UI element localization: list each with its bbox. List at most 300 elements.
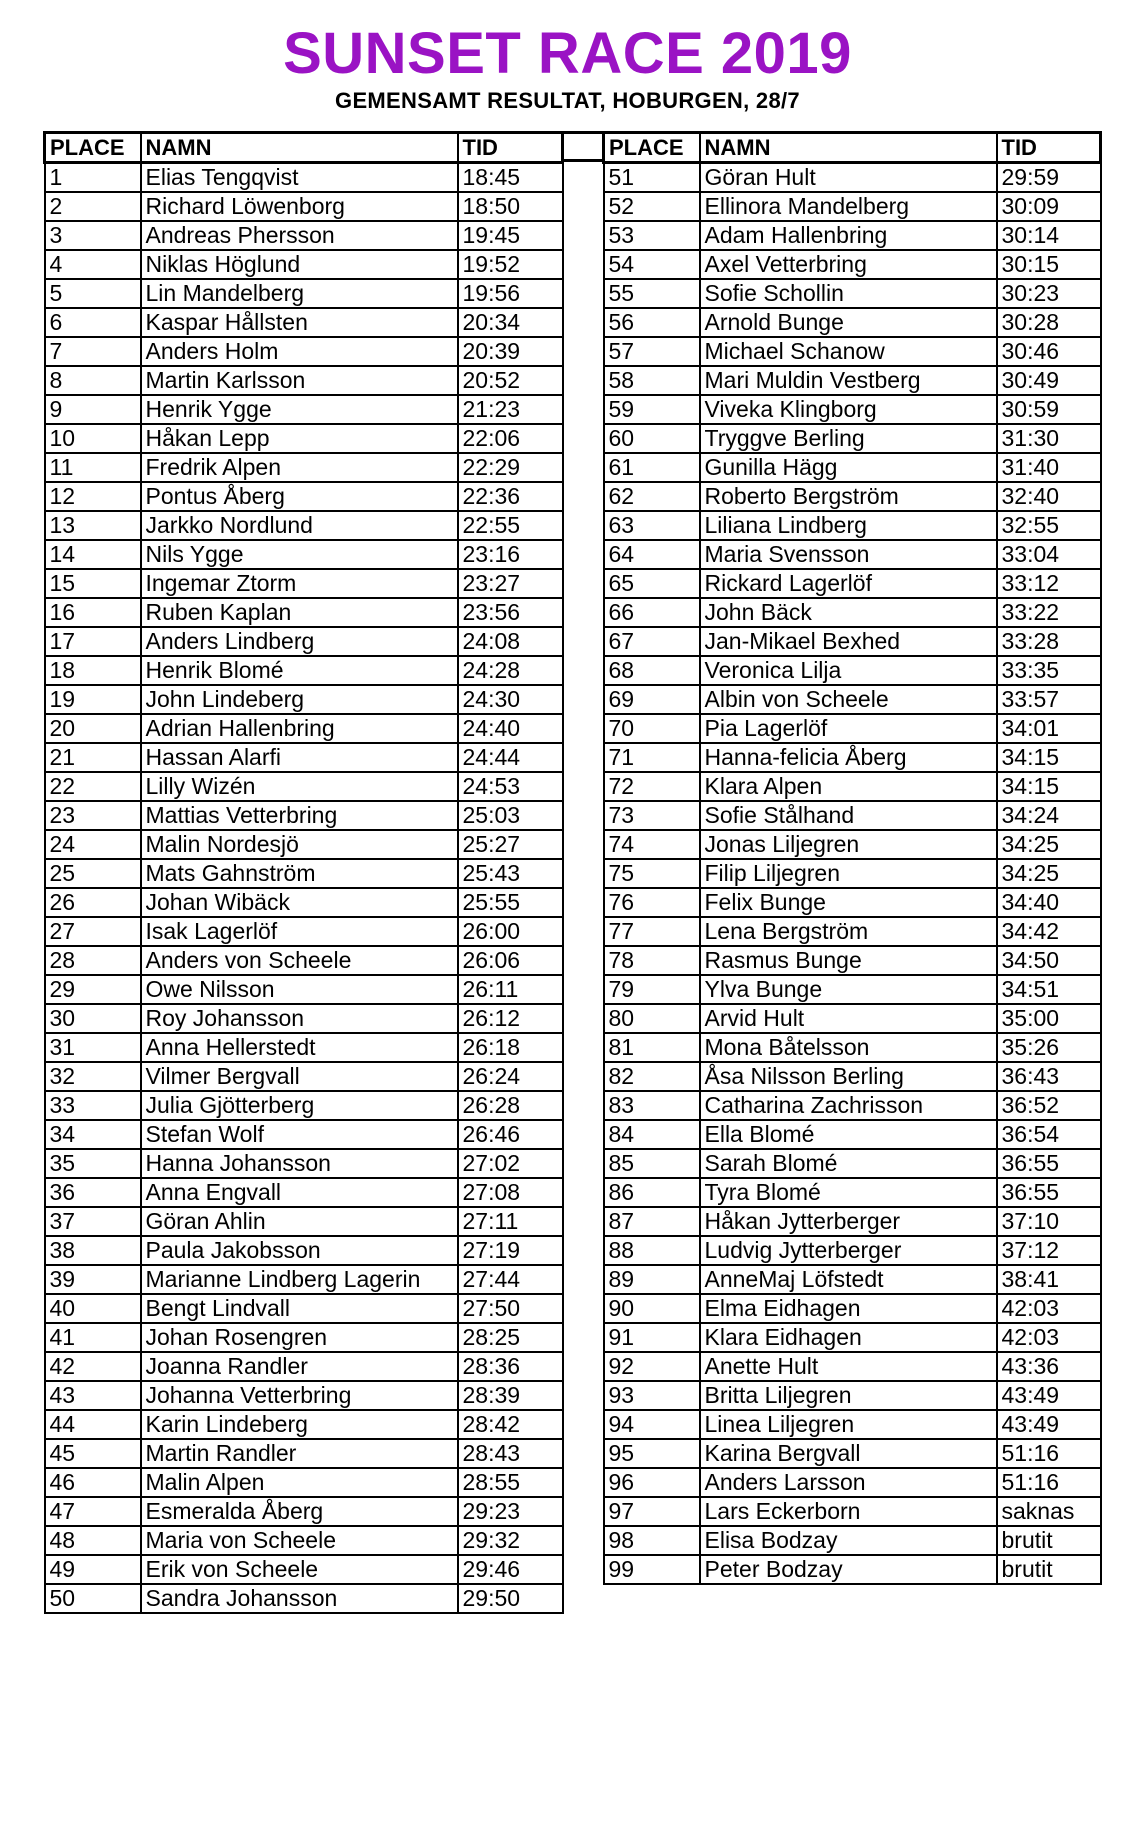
time-cell: 43:49	[997, 1410, 1101, 1439]
table-row	[604, 1004, 1101, 1033]
place-cell: 59	[604, 395, 700, 424]
name-cell: Rasmus Bunge	[700, 946, 997, 975]
name-cell: Elisa Bodzay	[700, 1526, 997, 1555]
place-cell: 62	[604, 482, 700, 511]
time-cell: 38:41	[997, 1265, 1101, 1294]
table-row	[45, 1468, 563, 1497]
name-cell: Anette Hult	[700, 1352, 997, 1381]
place-cell: 5	[45, 279, 141, 308]
name-cell: Adrian Hallenbring	[141, 714, 458, 743]
name-cell: Åsa Nilsson Berling	[700, 1062, 997, 1091]
time-cell: 25:43	[458, 859, 563, 888]
table-row	[45, 1352, 563, 1381]
place-cell: 91	[604, 1323, 700, 1352]
place-cell: 64	[604, 540, 700, 569]
name-cell: Bengt Lindvall	[141, 1294, 458, 1323]
place-cell: 66	[604, 598, 700, 627]
place-cell: 74	[604, 830, 700, 859]
place-cell: 10	[45, 424, 141, 453]
place-cell: 45	[45, 1439, 141, 1468]
place-cell: 15	[45, 569, 141, 598]
time-cell: 22:29	[458, 453, 563, 482]
place-cell: 92	[604, 1352, 700, 1381]
place-cell: 42	[45, 1352, 141, 1381]
place-cell: 57	[604, 337, 700, 366]
time-cell: 26:28	[458, 1091, 563, 1120]
name-cell: Andreas Phersson	[141, 221, 458, 250]
table-row	[45, 337, 563, 366]
place-cell: 55	[604, 279, 700, 308]
table-row	[604, 946, 1101, 975]
place-cell: 47	[45, 1497, 141, 1526]
table-row	[604, 772, 1101, 801]
place-cell: 46	[45, 1468, 141, 1497]
table-row	[604, 656, 1101, 685]
place-cell: 93	[604, 1381, 700, 1410]
time-cell: 43:49	[997, 1381, 1101, 1410]
table-row	[604, 1497, 1101, 1526]
name-cell: Ingemar Ztorm	[141, 569, 458, 598]
table-row	[604, 1033, 1101, 1062]
name-cell: Ylva Bunge	[700, 975, 997, 1004]
name-cell: Vilmer Bergvall	[141, 1062, 458, 1091]
time-cell: 23:16	[458, 540, 563, 569]
table-row	[45, 1149, 563, 1178]
place-cell: 89	[604, 1265, 700, 1294]
place-cell: 95	[604, 1439, 700, 1468]
table-row	[604, 1555, 1101, 1584]
place-cell: 85	[604, 1149, 700, 1178]
place-cell: 86	[604, 1178, 700, 1207]
time-cell: 37:12	[997, 1236, 1101, 1265]
place-cell: 11	[45, 453, 141, 482]
place-cell: 12	[45, 482, 141, 511]
time-cell: brutit	[997, 1526, 1101, 1555]
time-cell: 37:10	[997, 1207, 1101, 1236]
table-row	[604, 888, 1101, 917]
table-row	[604, 1381, 1101, 1410]
place-cell: 28	[45, 946, 141, 975]
name-cell: Fredrik Alpen	[141, 453, 458, 482]
table-row	[45, 1004, 563, 1033]
place-cell: 88	[604, 1236, 700, 1265]
place-cell: 60	[604, 424, 700, 453]
table-row	[45, 1033, 563, 1062]
table-row	[604, 221, 1101, 250]
table-row	[45, 1178, 563, 1207]
table-row	[45, 1294, 563, 1323]
place-cell: 16	[45, 598, 141, 627]
table-row	[604, 685, 1101, 714]
place-cell: 58	[604, 366, 700, 395]
table-row	[45, 221, 563, 250]
place-cell: 25	[45, 859, 141, 888]
time-cell: 34:51	[997, 975, 1101, 1004]
table-row	[604, 801, 1101, 830]
table-row	[45, 859, 563, 888]
place-cell: 24	[45, 830, 141, 859]
name-cell: Arvid Hult	[700, 1004, 997, 1033]
time-cell: 21:23	[458, 395, 563, 424]
time-cell: 33:04	[997, 540, 1101, 569]
place-cell: 29	[45, 975, 141, 1004]
table-row	[604, 424, 1101, 453]
time-cell: 34:01	[997, 714, 1101, 743]
time-cell: 33:22	[997, 598, 1101, 627]
name-cell: Håkan Lepp	[141, 424, 458, 453]
table-row	[604, 482, 1101, 511]
name-cell: Albin von Scheele	[700, 685, 997, 714]
name-cell: Lilly Wizén	[141, 772, 458, 801]
name-cell: Pia Lagerlöf	[700, 714, 997, 743]
table-row	[45, 714, 563, 743]
time-cell: 23:27	[458, 569, 563, 598]
time-cell: 24:08	[458, 627, 563, 656]
name-cell: Jan-Mikael Bexhed	[700, 627, 997, 656]
table-row	[45, 830, 563, 859]
header-time: TID	[458, 133, 563, 163]
name-cell: Mona Båtelsson	[700, 1033, 997, 1062]
place-cell: 31	[45, 1033, 141, 1062]
name-cell: Michael Schanow	[700, 337, 997, 366]
table-row	[604, 1120, 1101, 1149]
table-row	[45, 1236, 563, 1265]
place-cell: 67	[604, 627, 700, 656]
place-cell: 83	[604, 1091, 700, 1120]
table-row	[604, 250, 1101, 279]
table-row	[604, 627, 1101, 656]
table-row	[45, 917, 563, 946]
place-cell: 32	[45, 1062, 141, 1091]
table-row	[45, 685, 563, 714]
table-row	[45, 540, 563, 569]
time-cell: 30:15	[997, 250, 1101, 279]
place-cell: 27	[45, 917, 141, 946]
time-cell: 26:24	[458, 1062, 563, 1091]
time-cell: 22:36	[458, 482, 563, 511]
table-row	[604, 366, 1101, 395]
time-cell: 27:50	[458, 1294, 563, 1323]
time-cell: 42:03	[997, 1323, 1101, 1352]
time-cell: 28:36	[458, 1352, 563, 1381]
name-cell: Mari Muldin Vestberg	[700, 366, 997, 395]
table-row	[45, 772, 563, 801]
place-cell: 81	[604, 1033, 700, 1062]
name-cell: Anna Engvall	[141, 1178, 458, 1207]
name-cell: Arnold Bunge	[700, 308, 997, 337]
name-cell: Håkan Jytterberger	[700, 1207, 997, 1236]
name-cell: Viveka Klingborg	[700, 395, 997, 424]
table-row	[45, 1207, 563, 1236]
table-row	[45, 1555, 563, 1584]
place-cell: 37	[45, 1207, 141, 1236]
table-row	[45, 1323, 563, 1352]
header-row	[45, 133, 563, 163]
name-cell: Sarah Blomé	[700, 1149, 997, 1178]
time-cell: 23:56	[458, 598, 563, 627]
table-row	[45, 888, 563, 917]
time-cell: 30:49	[997, 366, 1101, 395]
place-cell: 33	[45, 1091, 141, 1120]
place-cell: 6	[45, 308, 141, 337]
place-cell: 43	[45, 1381, 141, 1410]
name-cell: Mattias Vetterbring	[141, 801, 458, 830]
time-cell: 51:16	[997, 1468, 1101, 1497]
table-row	[604, 1062, 1101, 1091]
table-row	[45, 482, 563, 511]
time-cell: 29:23	[458, 1497, 563, 1526]
place-cell: 72	[604, 772, 700, 801]
table-row	[45, 627, 563, 656]
place-cell: 99	[604, 1555, 700, 1584]
place-cell: 65	[604, 569, 700, 598]
table-row	[604, 1352, 1101, 1381]
time-cell: 20:39	[458, 337, 563, 366]
table-row	[604, 1526, 1101, 1555]
name-cell: Erik von Scheele	[141, 1555, 458, 1584]
time-cell: 24:44	[458, 743, 563, 772]
place-cell: 2	[45, 192, 141, 221]
name-cell: Ella Blomé	[700, 1120, 997, 1149]
time-cell: 34:50	[997, 946, 1101, 975]
table-row	[45, 1091, 563, 1120]
name-cell: Owe Nilsson	[141, 975, 458, 1004]
place-cell: 77	[604, 917, 700, 946]
table-row	[45, 1062, 563, 1091]
place-cell: 9	[45, 395, 141, 424]
name-cell: Catharina Zachrisson	[700, 1091, 997, 1120]
name-cell: Hassan Alarfi	[141, 743, 458, 772]
results-table-left	[43, 131, 564, 1614]
name-cell: Felix Bunge	[700, 888, 997, 917]
time-cell: saknas	[997, 1497, 1101, 1526]
name-cell: Hanna-felicia Åberg	[700, 743, 997, 772]
place-cell: 30	[45, 1004, 141, 1033]
name-cell: Linea Liljegren	[700, 1410, 997, 1439]
place-cell: 36	[45, 1178, 141, 1207]
time-cell: 36:54	[997, 1120, 1101, 1149]
header-name: NAMN	[700, 133, 997, 163]
time-cell: 30:46	[997, 337, 1101, 366]
header-time: TID	[997, 133, 1101, 163]
place-cell: 40	[45, 1294, 141, 1323]
time-cell: 25:03	[458, 801, 563, 830]
time-cell: 36:55	[997, 1149, 1101, 1178]
table-row	[45, 366, 563, 395]
name-cell: Britta Liljegren	[700, 1381, 997, 1410]
place-cell: 75	[604, 859, 700, 888]
name-cell: Pontus Åberg	[141, 482, 458, 511]
table-row	[45, 424, 563, 453]
name-cell: Martin Randler	[141, 1439, 458, 1468]
table-row	[45, 946, 563, 975]
name-cell: Roberto Bergström	[700, 482, 997, 511]
time-cell: 28:55	[458, 1468, 563, 1497]
table-row	[45, 1439, 563, 1468]
place-cell: 56	[604, 308, 700, 337]
time-cell: 26:00	[458, 917, 563, 946]
place-cell: 35	[45, 1149, 141, 1178]
place-cell: 41	[45, 1323, 141, 1352]
time-cell: 34:15	[997, 743, 1101, 772]
place-cell: 63	[604, 511, 700, 540]
time-cell: 33:28	[997, 627, 1101, 656]
table-row	[604, 714, 1101, 743]
time-cell: 51:16	[997, 1439, 1101, 1468]
name-cell: Liliana Lindberg	[700, 511, 997, 540]
name-cell: Sofie Stålhand	[700, 801, 997, 830]
place-cell: 7	[45, 337, 141, 366]
place-cell: 17	[45, 627, 141, 656]
name-cell: Elias Tengqvist	[141, 163, 458, 193]
time-cell: 29:46	[458, 1555, 563, 1584]
place-cell: 78	[604, 946, 700, 975]
time-cell: 25:55	[458, 888, 563, 917]
table-row	[45, 1497, 563, 1526]
header-place: PLACE	[45, 133, 141, 163]
time-cell: 27:44	[458, 1265, 563, 1294]
table-row	[604, 279, 1101, 308]
place-cell: 51	[604, 163, 700, 193]
table-row	[604, 453, 1101, 482]
time-cell: 34:15	[997, 772, 1101, 801]
time-cell: 26:06	[458, 946, 563, 975]
name-cell: Roy Johansson	[141, 1004, 458, 1033]
place-cell: 26	[45, 888, 141, 917]
time-cell: 19:45	[458, 221, 563, 250]
place-cell: 82	[604, 1062, 700, 1091]
name-cell: Marianne Lindberg Lagerin	[141, 1265, 458, 1294]
place-cell: 52	[604, 192, 700, 221]
table-row	[45, 1265, 563, 1294]
name-cell: Stefan Wolf	[141, 1120, 458, 1149]
name-cell: Karin Lindeberg	[141, 1410, 458, 1439]
time-cell: 35:26	[997, 1033, 1101, 1062]
name-cell: Martin Karlsson	[141, 366, 458, 395]
table-row	[604, 308, 1101, 337]
time-cell: 28:25	[458, 1323, 563, 1352]
time-cell: 28:43	[458, 1439, 563, 1468]
time-cell: 29:59	[997, 163, 1101, 193]
place-cell: 71	[604, 743, 700, 772]
name-cell: Peter Bodzay	[700, 1555, 997, 1584]
time-cell: 20:34	[458, 308, 563, 337]
name-cell: Veronica Lilja	[700, 656, 997, 685]
name-cell: Hanna Johansson	[141, 1149, 458, 1178]
name-cell: Gunilla Hägg	[700, 453, 997, 482]
time-cell: 34:40	[997, 888, 1101, 917]
name-cell: Maria Svensson	[700, 540, 997, 569]
table-row	[45, 598, 563, 627]
table-row	[604, 569, 1101, 598]
table-row	[604, 1294, 1101, 1323]
name-cell: Joanna Randler	[141, 1352, 458, 1381]
place-cell: 84	[604, 1120, 700, 1149]
table-row	[45, 453, 563, 482]
time-cell: 20:52	[458, 366, 563, 395]
page-subtitle: GEMENSAMT RESULTAT, HOBURGEN, 28/7	[335, 88, 800, 113]
time-cell: 29:32	[458, 1526, 563, 1555]
header-place: PLACE	[604, 133, 700, 163]
place-cell: 34	[45, 1120, 141, 1149]
time-cell: 34:42	[997, 917, 1101, 946]
table-row	[604, 1149, 1101, 1178]
place-cell: 87	[604, 1207, 700, 1236]
time-cell: 26:11	[458, 975, 563, 1004]
name-cell: Paula Jakobsson	[141, 1236, 458, 1265]
time-cell: 34:24	[997, 801, 1101, 830]
time-cell: 24:53	[458, 772, 563, 801]
place-cell: 21	[45, 743, 141, 772]
time-cell: 33:35	[997, 656, 1101, 685]
place-cell: 38	[45, 1236, 141, 1265]
time-cell: 27:19	[458, 1236, 563, 1265]
header-gap-divider	[561, 131, 602, 162]
time-cell: 31:40	[997, 453, 1101, 482]
name-cell: Esmeralda Åberg	[141, 1497, 458, 1526]
table-row	[604, 1468, 1101, 1497]
table-row	[45, 279, 563, 308]
page-title: SUNSET RACE 2019	[283, 21, 852, 86]
place-cell: 73	[604, 801, 700, 830]
name-cell: Richard Löwenborg	[141, 192, 458, 221]
table-row	[45, 163, 563, 193]
table-row	[604, 395, 1101, 424]
table-row	[604, 917, 1101, 946]
time-cell: 28:42	[458, 1410, 563, 1439]
name-cell: Anders Holm	[141, 337, 458, 366]
time-cell: 28:39	[458, 1381, 563, 1410]
place-cell: 53	[604, 221, 700, 250]
time-cell: 24:40	[458, 714, 563, 743]
time-cell: 26:46	[458, 1120, 563, 1149]
table-row	[45, 511, 563, 540]
place-cell: 22	[45, 772, 141, 801]
place-cell: 20	[45, 714, 141, 743]
time-cell: 30:23	[997, 279, 1101, 308]
place-cell: 68	[604, 656, 700, 685]
place-cell: 98	[604, 1526, 700, 1555]
name-cell: Johan Wibäck	[141, 888, 458, 917]
time-cell: 22:06	[458, 424, 563, 453]
place-cell: 80	[604, 1004, 700, 1033]
name-cell: Kaspar Hållsten	[141, 308, 458, 337]
time-cell: 27:08	[458, 1178, 563, 1207]
table-row	[604, 1265, 1101, 1294]
results-table-right	[602, 131, 1102, 1585]
name-cell: Henrik Ygge	[141, 395, 458, 424]
name-cell: Elma Eidhagen	[700, 1294, 997, 1323]
table-row	[45, 1410, 563, 1439]
place-cell: 4	[45, 250, 141, 279]
name-cell: Johanna Vetterbring	[141, 1381, 458, 1410]
place-cell: 19	[45, 685, 141, 714]
table-row	[45, 656, 563, 685]
name-cell: Ruben Kaplan	[141, 598, 458, 627]
table-row	[45, 1381, 563, 1410]
time-cell: 42:03	[997, 1294, 1101, 1323]
table-row	[604, 1091, 1101, 1120]
name-cell: Tyra Blomé	[700, 1178, 997, 1207]
table-row	[45, 308, 563, 337]
table-row	[604, 337, 1101, 366]
header-name: NAMN	[141, 133, 458, 163]
name-cell: Anders Larsson	[700, 1468, 997, 1497]
name-cell: Nils Ygge	[141, 540, 458, 569]
table-row	[45, 975, 563, 1004]
place-cell: 61	[604, 453, 700, 482]
name-cell: Mats Gahnström	[141, 859, 458, 888]
